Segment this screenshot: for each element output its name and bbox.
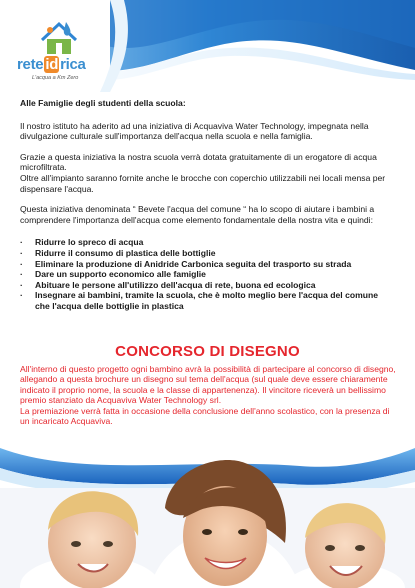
reteidrica-logo bbox=[14, 18, 104, 84]
letter-body bbox=[20, 98, 395, 312]
greeting: Alle Famiglie degli studenti della scuola: bbox=[20, 98, 186, 108]
intro-paragraph: Il nostro istituto ha aderito ad una iniziativa di Acquaviva Water Technology, impegnata nella divulgazione culturale sull'importanza dell'acqua nella scuola e nella famiglia. bbox=[20, 120, 369, 142]
award-paragraph: La premiazione verrà fatta in occasione della conclusione dell'anno scolastico, con la presenza di un incaricato Acquaviva. bbox=[20, 405, 390, 427]
goal-item: · Ridurre il consumo di plastica delle bottiglie bbox=[20, 248, 395, 259]
logo-wordmark: rete id rica bbox=[17, 56, 86, 73]
logo-tagline: L'acqua a Km Zero bbox=[32, 75, 79, 81]
goal-item: · Abituare le persone all'utilizzo dell'acqua di rete, buona ed ecologica bbox=[20, 280, 395, 291]
initiative-paragraph: Questa iniziativa denominata “ Bevete l'acqua del comune “ ha lo scopo di aiutare i bambini a comprendere l'importanza dell'acqua come elemento fondamentale della nostra vita e quindi: bbox=[20, 204, 375, 225]
contest-body bbox=[20, 364, 398, 426]
goal-item: · Insegnare ai bambini, tramite la scuola, che è molto meglio bere l'acqua del comune che l'acqua delle bottiglie in plastica bbox=[20, 290, 395, 311]
goals-list bbox=[20, 237, 395, 311]
family-photo bbox=[0, 448, 415, 588]
goal-item: · Eliminare la produzione di Anidride Carbonica seguita del trasporto su strada bbox=[20, 259, 395, 270]
goal-item: · Dare un supporto economico alle famiglie bbox=[20, 269, 395, 280]
dispenser-paragraph: Grazie a questa iniziativa la nostra scuola verrà dotata gratuitamente di un erogatore di acqua microfiltrata. bbox=[20, 151, 377, 173]
house-logo-icon bbox=[36, 18, 82, 56]
contest-title: CONCORSO DI DISEGNO bbox=[115, 343, 300, 360]
goal-item: · Ridurre lo spreco di acqua bbox=[20, 237, 395, 248]
jugs-paragraph: Oltre all'impianto saranno fornite anche le brocche con coperchio utilizzabili nei locali mensa per dispensare l'acqua. bbox=[20, 172, 386, 194]
contest-paragraph: All'interno di questo progetto ogni bambino avrà la possibilità di partecipare al concorso di disegno, allegando a questa brochure un disegno sul tema dell'acqua (sul quale deve essere chiaramente indicato il proprio nome, la scuola e la classe di appartenenza). Il vincitore riceverà un bellissimo premio stanziato da Acquaviva Water Technology srl. bbox=[20, 364, 396, 406]
